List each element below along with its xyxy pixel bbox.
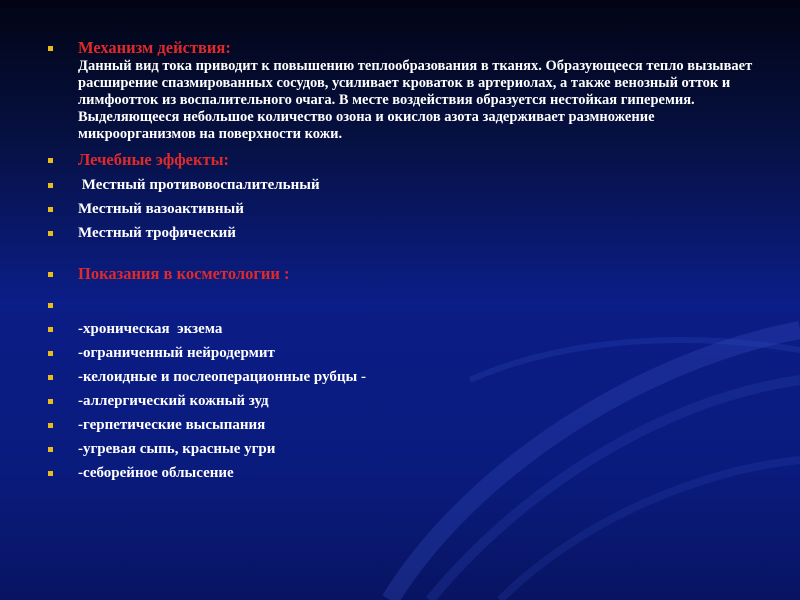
effects-heading: Лечебные эффекты: (78, 150, 229, 169)
effect-text: Местный противовоспалительный (78, 177, 320, 193)
indication-text: -аллергический кожный зуд (78, 393, 269, 409)
bullet-icon (48, 351, 53, 356)
list-item (46, 173, 766, 197)
indication-text: -ограниченный нейродермит (78, 345, 275, 361)
bullet-icon (48, 46, 53, 51)
slide-content (46, 38, 766, 485)
indication-text: -герпетические высыпания (78, 417, 266, 433)
indications-heading: Показания в косметологии : (78, 264, 290, 283)
list-item (46, 437, 766, 461)
empty-list-item (46, 293, 766, 317)
mechanism-heading: Механизм действия: (78, 38, 231, 57)
effects-heading-item (46, 147, 766, 173)
list-item (46, 461, 766, 485)
list-item (46, 389, 766, 413)
list-item (46, 413, 766, 437)
indication-text: -себорейное облысение (78, 465, 234, 481)
list-item (46, 197, 766, 221)
indication-text: -угревая сыпь, красные угри (78, 441, 276, 457)
bullet-icon (48, 231, 53, 236)
bullet-icon (48, 272, 53, 277)
bullet-icon (48, 423, 53, 428)
bullet-icon (48, 207, 53, 212)
bullet-icon (48, 399, 53, 404)
indication-text: -келоидные и послеоперационные рубцы - (78, 369, 366, 385)
indications-heading-item (46, 255, 766, 293)
bullet-icon (48, 183, 53, 188)
bullet-icon (48, 158, 53, 163)
mechanism-block (46, 38, 766, 143)
effect-text: Местный трофический (78, 225, 236, 241)
indication-text: -хроническая экзема (78, 321, 223, 337)
bullet-icon (48, 303, 53, 308)
mechanism-text: Данный вид тока приводит к повышению теплообразования в тканях. Образующееся тепло вызывает расширение спазмированных сосудов, усиливает кроваток в артериолах, а также венозный отток и лимфоотток из воспалительного очага. В месте воздействия образуется нестойкая гиперемия. Выделяющееся небольшое количество озона и окислов азота задерживает размножение микроорганизмов на поверхности кожи. (78, 58, 753, 142)
list-item (46, 221, 766, 245)
bullet-icon (48, 471, 53, 476)
list-item (46, 317, 766, 341)
bullet-icon (48, 447, 53, 452)
list-item (46, 365, 766, 389)
bullet-icon (48, 375, 53, 380)
list-item (46, 341, 766, 365)
bullet-icon (48, 327, 53, 332)
effect-text: Местный вазоактивный (78, 201, 244, 217)
